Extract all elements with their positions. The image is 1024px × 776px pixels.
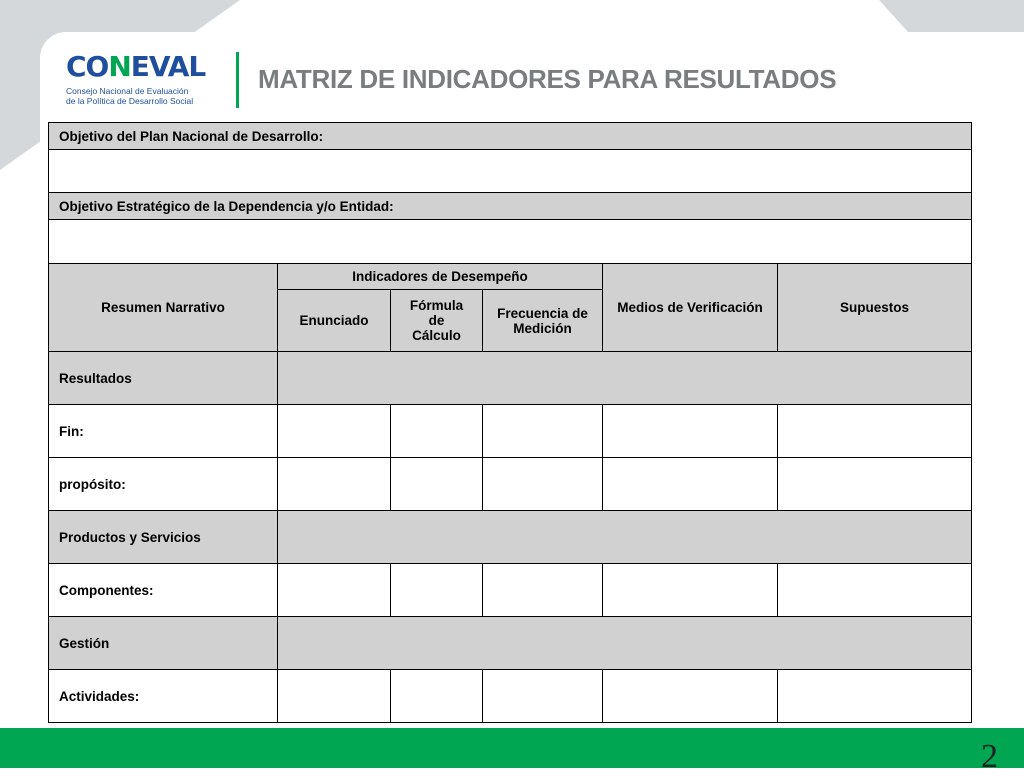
header-frecuencia-medicion: Frecuencia de Medición	[483, 290, 603, 352]
proposito-enunciado-cell[interactable]	[278, 458, 391, 511]
logo-wordmark: CONEVAL	[66, 50, 206, 83]
table-row-proposito	[49, 458, 972, 511]
componentes-formula-cell[interactable]	[391, 564, 483, 617]
header-formula-calculo: Fórmula de Cálculo	[391, 290, 483, 352]
table-row-actividades	[49, 670, 972, 723]
page-number: 2	[981, 738, 998, 775]
header-indicadores-desempeno: Indicadores de Desempeño	[278, 264, 603, 290]
fin-supuestos-cell[interactable]	[778, 405, 972, 458]
header-enunciado: Enunciado	[278, 290, 391, 352]
proposito-medios-cell[interactable]	[603, 458, 778, 511]
page-title: MATRIZ DE INDICADORES PARA RESULTADOS	[258, 64, 837, 94]
objetivo-estrategico-value-cell[interactable]	[49, 220, 972, 264]
actividades-frecuencia-cell[interactable]	[483, 670, 603, 723]
section-band-productos-servicios	[278, 511, 972, 564]
table-row-fin	[49, 405, 972, 458]
actividades-formula-cell[interactable]	[391, 670, 483, 723]
fin-frecuencia-cell[interactable]	[483, 405, 603, 458]
coneval-logo	[66, 52, 226, 112]
header-medios-verificacion: Medios de Verificación	[603, 264, 778, 352]
row-label-fin: Fin:	[49, 405, 278, 458]
fin-formula-cell[interactable]	[391, 405, 483, 458]
indicator-matrix-table	[48, 122, 972, 723]
header-supuestos: Supuestos	[778, 264, 972, 352]
row-label-proposito: propósito:	[49, 458, 278, 511]
row-label-productos-servicios: Productos y Servicios	[49, 511, 278, 564]
plan-nacional-value-cell[interactable]	[49, 150, 972, 193]
fin-medios-cell[interactable]	[603, 405, 778, 458]
componentes-supuestos-cell[interactable]	[778, 564, 972, 617]
proposito-supuestos-cell[interactable]	[778, 458, 972, 511]
componentes-frecuencia-cell[interactable]	[483, 564, 603, 617]
row-label-componentes: Componentes:	[49, 564, 278, 617]
footer-bar	[0, 728, 1024, 775]
row-label-gestion: Gestión	[49, 617, 278, 670]
componentes-enunciado-cell[interactable]	[278, 564, 391, 617]
actividades-supuestos-cell[interactable]	[778, 670, 972, 723]
actividades-medios-cell[interactable]	[603, 670, 778, 723]
fin-enunciado-cell[interactable]	[278, 405, 391, 458]
objetivo-estrategico-label: Objetivo Estratégico de la Dependencia y/o Entidad:	[49, 193, 972, 220]
proposito-frecuencia-cell[interactable]	[483, 458, 603, 511]
plan-nacional-label: Objetivo del Plan Nacional de Desarrollo:	[49, 123, 972, 150]
row-label-actividades: Actividades:	[49, 670, 278, 723]
section-band-gestion	[278, 617, 972, 670]
section-band-resultados	[278, 352, 972, 405]
logo-separator	[236, 52, 239, 108]
table-row-componentes	[49, 564, 972, 617]
proposito-formula-cell[interactable]	[391, 458, 483, 511]
actividades-enunciado-cell[interactable]	[278, 670, 391, 723]
componentes-medios-cell[interactable]	[603, 564, 778, 617]
header-resumen-narrativo: Resumen Narrativo	[49, 264, 278, 352]
row-label-resultados: Resultados	[49, 352, 278, 405]
background-corner-right	[879, 0, 1024, 32]
logo-subtitle-line-1: Consejo Nacional de Evaluación	[66, 86, 189, 96]
logo-subtitle-line-2: de la Política de Desarrollo Social	[66, 96, 194, 106]
